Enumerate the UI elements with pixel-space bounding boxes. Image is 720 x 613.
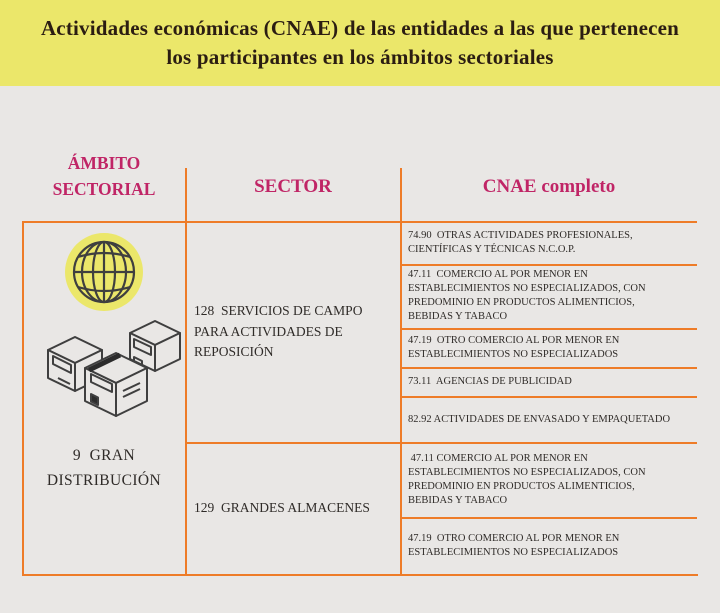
column-header-ambito-sectorial: ÁMBITO SECTORIAL <box>52 153 156 200</box>
globe-and-packages-icon <box>28 228 190 428</box>
ambito-label: 9 GRAN DISTRIBUCIÓN <box>46 447 162 489</box>
column-header-cnae-completo: CNAE completo <box>482 176 616 197</box>
sector-label: 128 SERVICIOS DE CAMPO PARA ACTIVIDADES DE REPOSICIÓN <box>194 302 366 360</box>
cnae-item <box>401 517 697 574</box>
column-header-sector: SECTOR <box>254 176 332 197</box>
cnae-item <box>401 264 697 328</box>
title-banner <box>0 0 720 86</box>
cnae-item <box>401 367 697 396</box>
sector-cell-129 <box>186 443 400 574</box>
cnae-item <box>401 222 697 264</box>
page-title: Actividades económicas (CNAE) de las entidades a las que pertenecen los participantes en los ámbitos sectoriales <box>40 16 680 69</box>
cnae-item-text: 74.90 OTRAS ACTIVIDADES PROFESIONALES, CIENTÍFICAS Y TÉCNICAS N.C.O.P. <box>408 230 636 255</box>
cnae-item-text: 47.11 COMERCIO AL POR MENOR EN ESTABLECIMIENTOS NO ESPECIALIZADOS, CON PREDOMINIO EN PRODUCTOS ALIMENTICIOS, BEBIDAS Y TABACO <box>408 269 649 322</box>
cnae-item <box>401 328 697 367</box>
package-boxes-icon <box>48 321 180 416</box>
globe-icon <box>65 233 143 311</box>
cnae-item-text: 73.11 AGENCIAS DE PUBLICIDAD <box>408 375 572 387</box>
cnae-item-text: 47.19 OTRO COMERCIO AL POR MENOR EN ESTABLECIMIENTOS NO ESPECIALIZADOS <box>408 334 622 360</box>
cnae-item-text: 82.92 ACTIVIDADES DE ENVASADO Y EMPAQUETADO <box>408 413 671 425</box>
bottom-border-line <box>22 574 698 576</box>
sector-cell-128 <box>186 222 400 442</box>
cnae-item-text: 47.11 COMERCIO AL POR MENOR EN ESTABLECIMIENTOS NO ESPECIALIZADOS, CON PREDOMINIO EN PRODUCTOS ALIMENTICIOS, BEBIDAS Y TABACO <box>408 453 649 506</box>
cnae-item-text: 47.19 OTRO COMERCIO AL POR MENOR EN ESTABLECIMIENTOS NO ESPECIALIZADOS <box>408 532 622 558</box>
left-border-line <box>22 221 24 576</box>
sector-label: 129 GRANDES ALMACENES <box>194 500 370 516</box>
cnae-item <box>401 396 697 443</box>
cnae-item <box>401 443 697 517</box>
